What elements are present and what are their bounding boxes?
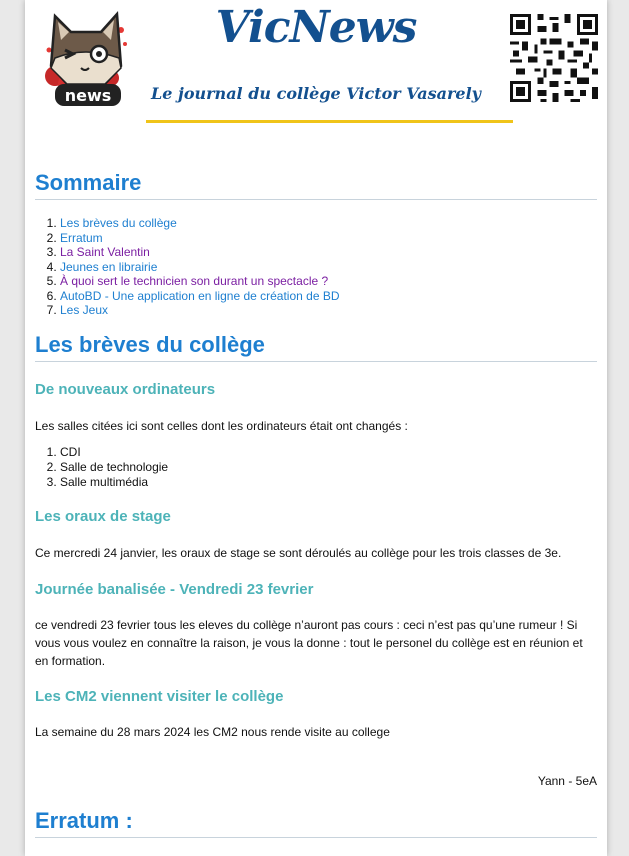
article-content [35,168,597,838]
journee-text: ce vendredi 23 fevrier tous les eleves du collège n’auront pas cours : ceci n’est pas qu’une rumeur ! Si vous vous voulez en connaître la raison, je vous la donne : tout le personel du collège est en réunion et en formation. [35,617,583,668]
toc-link-jeux[interactable]: Les Jeux [60,303,109,317]
list-item: 2. Salle de technologie [60,460,597,475]
masthead [25,0,607,136]
cm2-title: Les CM2 viennent visiter le collège [35,687,284,705]
toc-item [60,303,597,318]
site-title: VicNews [215,2,417,53]
toc-list [35,216,597,318]
toc-item [60,260,597,275]
erratum-heading: Erratum : [35,808,597,838]
toc-link-saint-valentin[interactable]: La Saint Valentin [60,245,150,259]
toc-item [60,289,597,304]
toc-link-technicien-son[interactable]: À quoi sert le technicien son durant un spectacle ? [60,274,329,288]
cm2-text: La semaine du 28 mars 2024 les CM2 nous rende visite au college [35,724,390,739]
site-subtitle: Le journal du collège Victor Vasarely [151,84,481,103]
toc-link-erratum[interactable]: Erratum [60,230,103,245]
toc-item [60,245,597,260]
ordinateurs-intro: Les salles citées ici sont celles dont les ordinateurs était ont changés : [35,418,408,433]
toc-link-breves[interactable]: Les brèves du collège [60,216,177,230]
toc-item [60,274,597,289]
masthead-rule [146,120,513,123]
oraux-text: Ce mercredi 24 janvier, les oraux de stage se sont déroulés au collège pour les trois classes de 3e. [35,545,562,560]
qr-code-icon [510,14,598,102]
breves-heading: Les brèves du collège [35,332,597,362]
toc-item [60,216,597,231]
ordinateurs-title: De nouveaux ordinateurs [35,380,216,398]
oraux-title: Les oraux de stage [35,507,171,525]
rooms-list [35,445,597,490]
toc-link-autobd[interactable]: AutoBD - Une application en ligne de création de BD [60,288,340,303]
toc-link-jeunes-librairie[interactable]: Jeunes en librairie [60,259,158,274]
article-signature: Yann - 5eA [537,773,597,788]
page [25,0,607,856]
logo-badge: news [64,86,112,105]
toc-heading: Sommaire [35,170,597,200]
journee-title: Journée banalisée - Vendredi 23 fevrier [35,580,314,598]
list-item: 3. Salle multimédia [60,475,597,490]
list-item: 1. CDI [60,445,597,460]
toc-item [60,231,597,246]
